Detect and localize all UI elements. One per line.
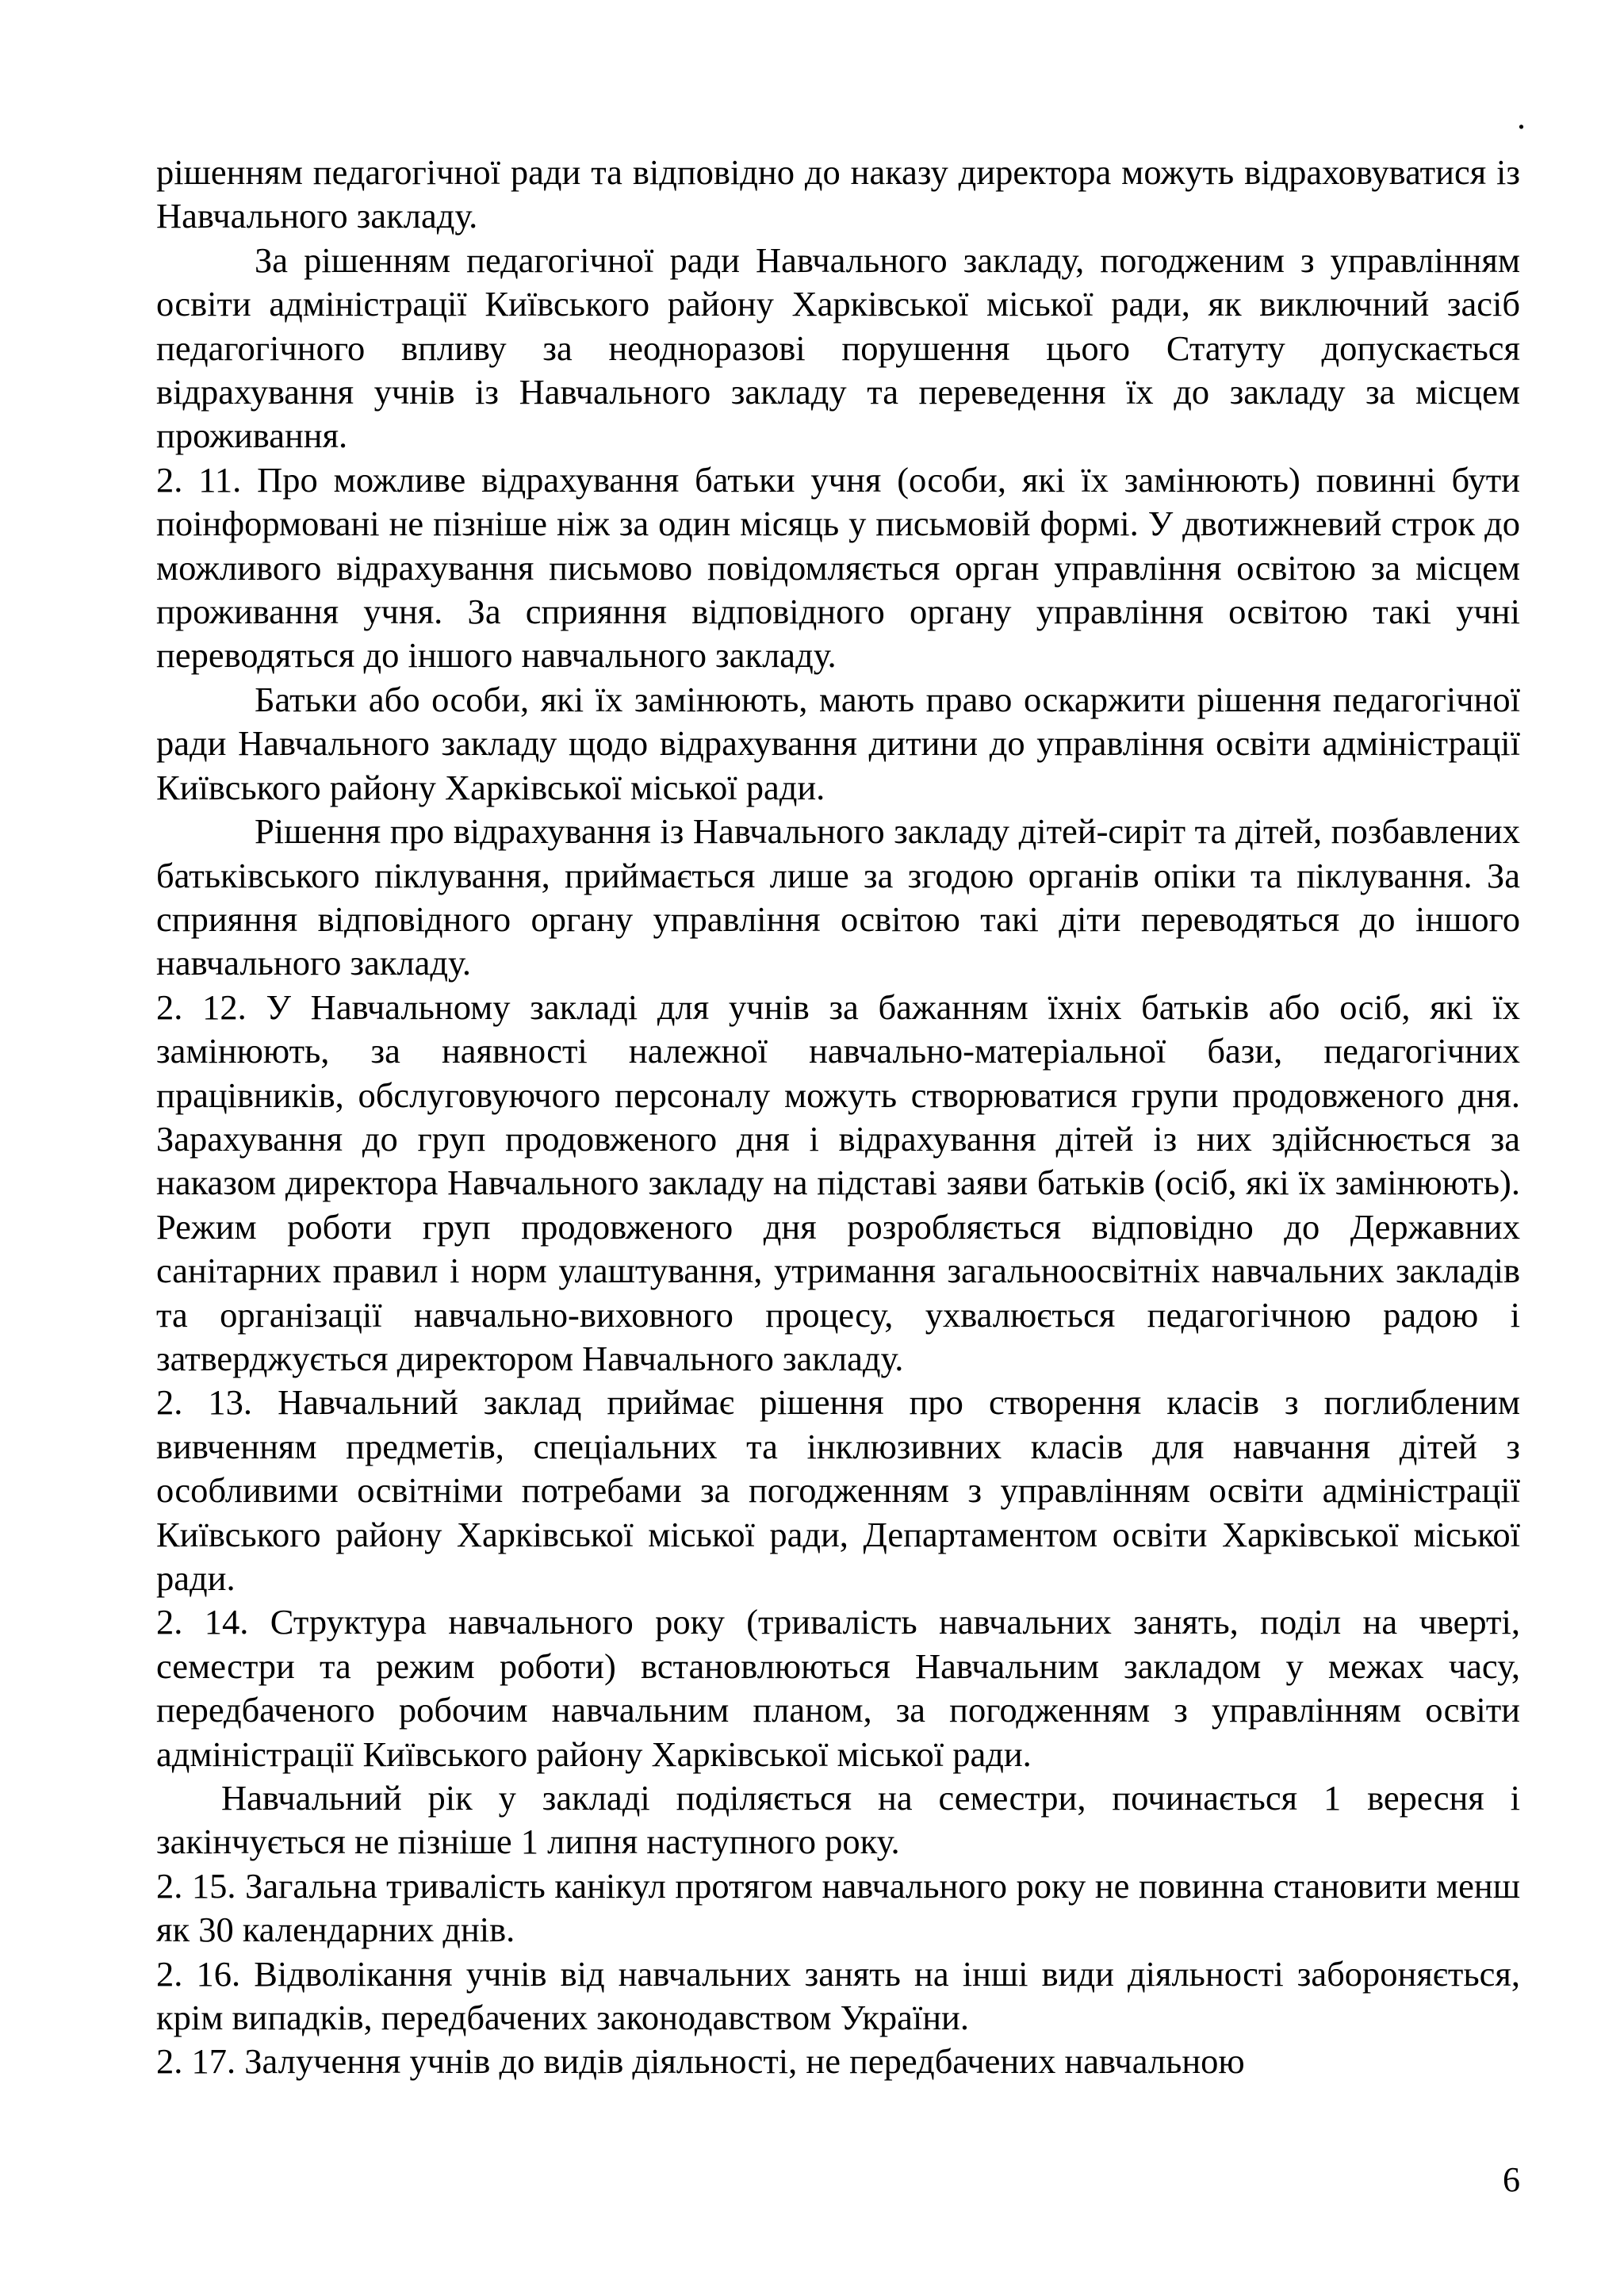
page-number: 6	[1503, 2160, 1520, 2199]
document-body	[156, 151, 1520, 2084]
paragraph-orphans: Рішення про відрахування із Навчального закладу дітей-сиріт та дітей, позбавлених батьківського піклування, приймається лише за згодою органів опіки та піклування. За сприяння відповідного органу управління освітою такі діти переводяться до іншого навчального закладу.	[156, 811, 1520, 983]
paragraph-2-13: 2. 13. Навчальний заклад приймає рішення про створення класів з поглибленим вивченням предметів, спеціальних та інклюзивних класів для навчання дітей з особливими освітніми потребами за погодженням з управлінням освіти адміністрації Київського району Харківської міської ради, Департаментом освіти Харківської міської ради.	[156, 1382, 1520, 1598]
paragraph-parents-appeal: Батьки або особи, які їх замінюють, мають право оскаржити рішення педагогічної ради Навчального закладу щодо відрахування дитини до управління освіти адміністрації Київського району Харківської міської ради.	[156, 679, 1520, 807]
paragraph-continuation: рішенням педагогічної ради та відповідно до наказу директора можуть відраховуватися із Навчального закладу.	[156, 152, 1520, 236]
paragraph-2-17: 2. 17. Залучення учнів до видів діяльності, не передбачених навчальною	[156, 2041, 1245, 2082]
paragraph-2-16: 2. 16. Відволікання учнів від навчальних занять на інші види діяльності забороняється, крім випадків, передбачених законодавством України.	[156, 1953, 1520, 2038]
paragraph-2-14: 2. 14. Структура навчального року (тривалість навчальних занять, поділ на чверті, семестри та режим роботи) встановлюються Навчальним закладом у межах часу, передбаченого робочим навчальним планом, за погодженням з управлінням освіти адміністрації Київського району Харківської міської ради.	[156, 1602, 1520, 1774]
corner-dot-mark: .	[1517, 98, 1526, 136]
paragraph-2-12: 2. 12. У Навчальному закладі для учнів за бажанням їхніх батьків або осіб, які їх замінюють, за наявності належної навчально-матеріальної бази, педагогічних працівників, обслуговуючого персоналу можуть створюватися групи продовженого дня. Зарахування до груп продовженого дня і відрахування дітей із них здійснюється за наказом директора Навчального закладу на підставі заяви батьків (осіб, які їх замінюють). Режим роботи груп продовженого дня розробляється відповідно до Державних санітарних правил і норм улаштування, утримання загальноосвітніх навчальних закладів та організації навчально-виховного процесу, ухвалюється педагогічною радою і затверджується директором Навчального закладу.	[156, 987, 1520, 1378]
paragraph-expulsion-decision: За рішенням педагогічної ради Навчального закладу, погодженим з управлінням освіти адміністрації Київського району Харківської міської ради, як виключний засіб педагогічного впливу за неодноразові порушення цього Статуту допускається відрахування учнів із Навчального закладу та переведення їх до закладу за місцем проживання.	[156, 239, 1520, 456]
paragraph-2-11: 2. 11. Про можливе відрахування батьки учня (особи, які їх замінюють) повинні бути поінформовані не пізніше ніж за один місяць у письмовій формі. У двотижневий строк до можливого відрахування письмово повідомляється орган управління освітою за місцем проживання учня. За сприяння відповідного органу управління освітою такі учні переводяться до іншого навчального закладу.	[156, 459, 1520, 676]
paragraph-school-year: Навчальний рік у закладі поділяється на семестри, починається 1 вересня і закінчується не пізніше 1 липня наступного року.	[156, 1778, 1520, 1862]
paragraph-2-15: 2. 15. Загальна тривалість канікул протягом навчального року не повинна становити менш як 30 календарних днів.	[156, 1865, 1520, 1950]
